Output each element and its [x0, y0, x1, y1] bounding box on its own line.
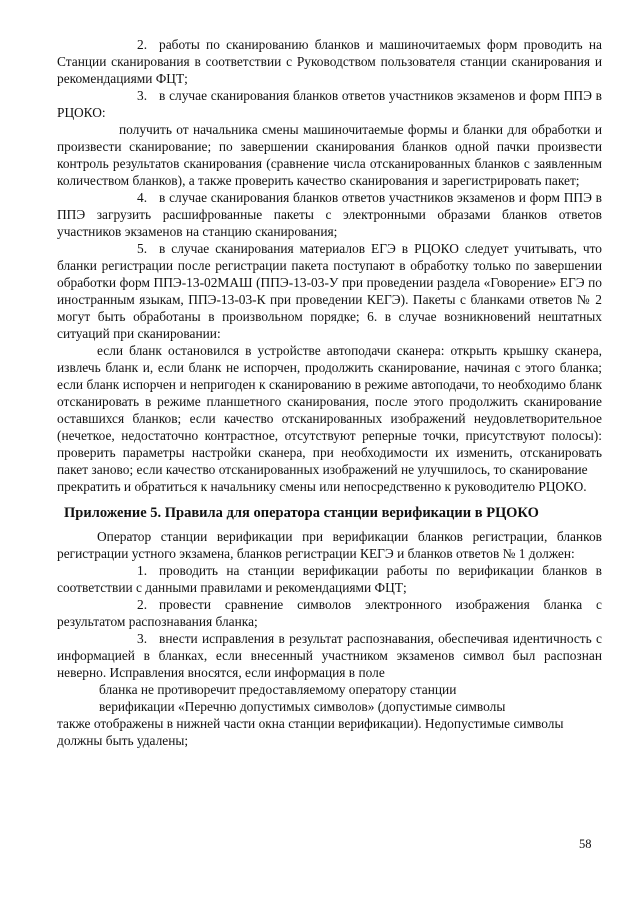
- list-text: провести сравнение символов электронного изображения бланка с результатом распознавания бланка;: [57, 597, 602, 629]
- appendix-item-3-line-3: верификации «Перечню допустимых символов» (допустимые символы: [99, 699, 506, 714]
- list-number: 3.: [137, 631, 148, 646]
- page-number: 58: [579, 837, 592, 851]
- paragraph-receive-forms: получить от начальника смены машиночитаемые формы и бланки для обработки и произвести сканирование; по завершении сканирования бланков одной пачки произвести контроль результатов сканирования (сравнение числа отсканированных бланков с заявленным количеством бланков), а также проверить качество сканирования и зарегистрировать пакет;: [57, 122, 602, 188]
- list-number: 3.: [137, 88, 148, 103]
- list-item-2: [57, 36, 602, 87]
- list-text: в случае сканирования материалов ЕГЭ в РЦОКО следует учитывать, что бланки регистрации после регистрации пакета поступают в обработку только по завершении обработки форм ППЭ-13-02МАШ (ППЭ-13-03-У при проведении раздела «Говорение» ЕГЭ по иностранным языкам, ППЭ-13-03-К при проведении КЕГЭ). Пакеты с бланками ответов № 2 могут быть обработаны в произвольном порядке; 6. в случае возникновений нештатных ситуаций при сканировании:: [57, 241, 602, 341]
- appendix-title: Приложение 5. Правила для оператора станции верификации в РЦОКО: [64, 505, 539, 521]
- list-item-5: [57, 240, 602, 342]
- list-text: в случае сканирования бланков ответов участников экзаменов и форм ППЭ в ППЭ загрузить расшифрованные пакеты с электронными образами бланков ответов участников экзаменов на станцию сканирования;: [57, 190, 602, 239]
- list-number: 2.: [137, 597, 148, 612]
- appendix-item-3-tail: также отображены в нижней части окна станции верификации). Недопустимые символы должны быть удалены;: [57, 716, 564, 748]
- appendix-item-2: [57, 596, 602, 630]
- appendix-intro: Оператор станции верификации при верификации бланков регистрации, бланков регистрации устного экзамена, бланков регистрации КЕГЭ и бланков ответов № 1 должен:: [57, 529, 602, 561]
- list-number: 4.: [137, 190, 148, 205]
- page-content: [57, 36, 602, 749]
- list-number: 2.: [137, 37, 148, 52]
- list-number: 5.: [137, 241, 148, 256]
- list-text: внести исправления в результат распознавания, обеспечивая идентичность с информацией в бланках, если внесенный участником экзаменов символ был распознан неверно. Исправления вносятся, если информация в поле: [57, 631, 602, 680]
- paragraph-scanner-stop-end: прекратить и обратиться к начальнику смены или непосредственно к руководителю РЦОКО.: [57, 479, 587, 494]
- appendix-item-3: [57, 630, 602, 681]
- list-item-3: [57, 87, 602, 121]
- list-text: работы по сканированию бланков и машиночитаемых форм проводить на Станции сканирования в соответствии с Руководством пользователя станции сканирования и рекомендациями ФЦТ;: [57, 37, 602, 86]
- appendix-item-3-line-2: бланка не противоречит предоставляемому оператору станции: [99, 682, 457, 697]
- appendix-item-1: [57, 562, 602, 596]
- list-item-4: [57, 189, 602, 240]
- paragraph-scanner-stop: если бланк остановился в устройстве автоподачи сканера: открыть крышку сканера, извлечь бланк и, если бланк не испорчен, продолжить сканирование, начиная с этого бланка; если бланк испорчен и непригоден к сканированию в режиме автоподачи, то необходимо бланк отсканировать в режиме планшетного сканирования, после этого продолжить сканирование оставшихся бланков; если качество отсканированных изображений неудовлетворительное (нечеткое, недостаточно контрастное, отсутствуют реперные точки, присутствуют полосы): проверить параметры настройки сканера, при необходимости их изменить, отсканировать пакет заново; если качество отсканированных изображений не улучшилось, то сканирование: [57, 343, 602, 477]
- list-text: проводить на станции верификации работы по верификации бланков в соответствии с данными правилами и рекомендациями ФЦТ;: [57, 563, 602, 595]
- list-number: 1.: [137, 563, 148, 578]
- list-text: в случае сканирования бланков ответов участников экзаменов и форм ППЭ в РЦОКО:: [57, 88, 602, 120]
